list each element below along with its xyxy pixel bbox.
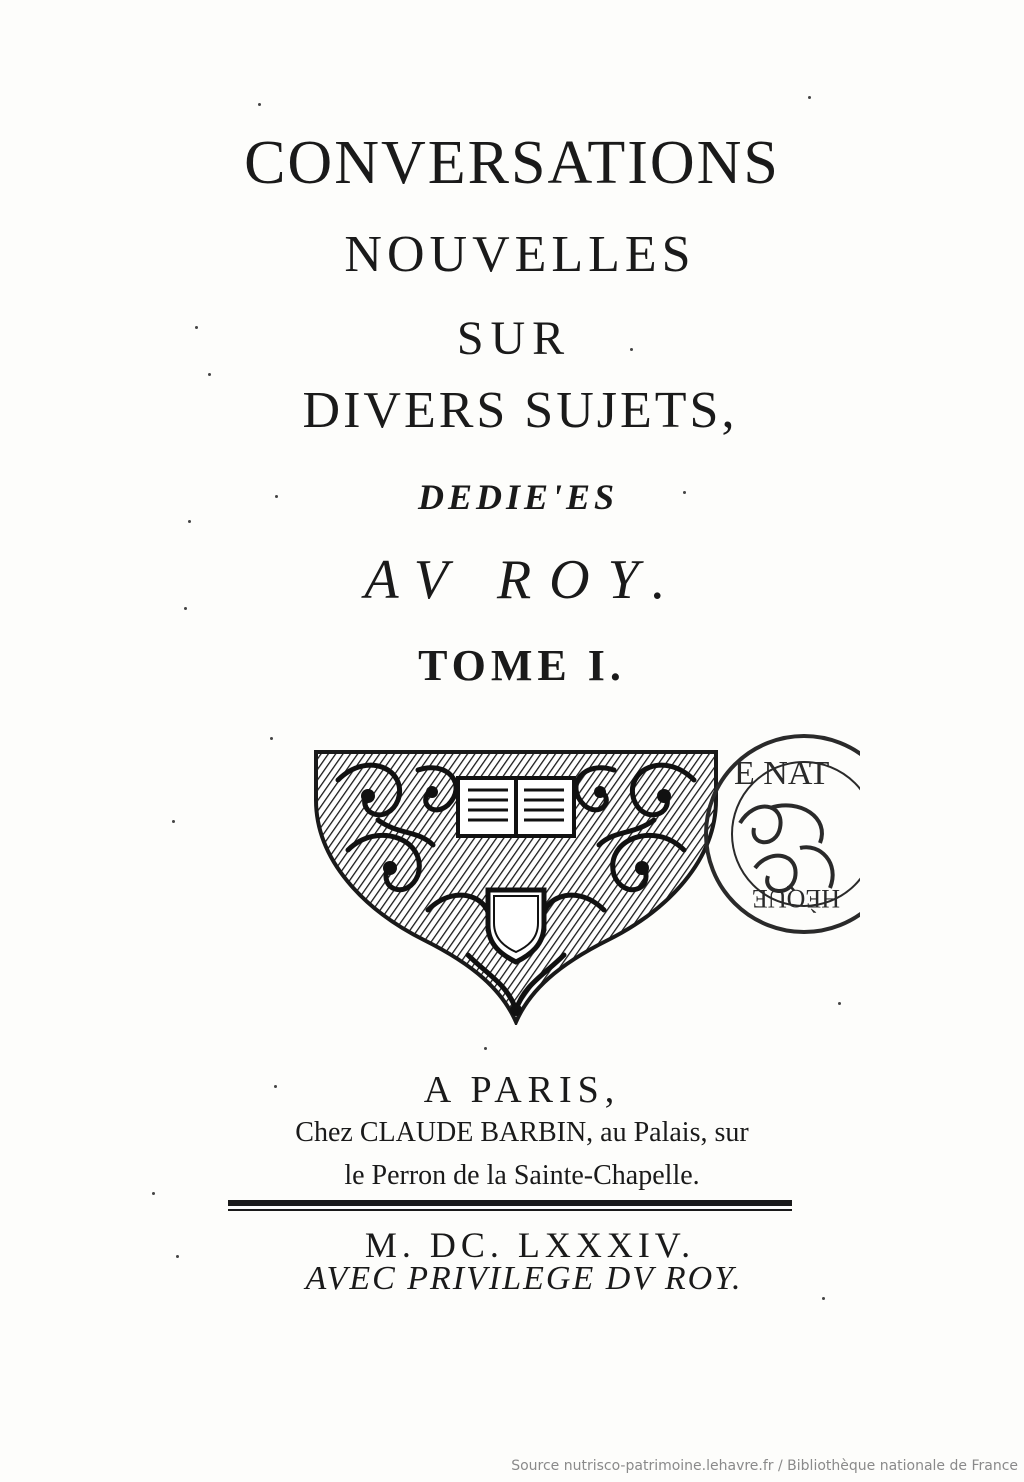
title-line-sur: SUR — [456, 312, 572, 365]
title-line-divers-sujets: DIVERS SUJETS, — [302, 382, 738, 439]
dedication-line-au-roy: AV ROY. — [364, 549, 684, 611]
dedication-line-dediees: DEDIE'ES — [417, 477, 619, 517]
imprint-date: M. DC. LXXXIV. — [364, 1225, 696, 1265]
library-stamp-image — [700, 728, 860, 940]
imprint-publisher-line-1: Chez CLAUDE BARBIN, au Palais, sur — [295, 1117, 749, 1148]
paper-speck — [838, 1002, 841, 1005]
title-line-nouvelles: NOUVELLES — [344, 226, 696, 283]
royal-privilege-line: AVEC PRIVILEGE DV ROY. — [305, 1260, 743, 1297]
imprint-publisher-line-2: le Perron de la Sainte-Chapelle. — [344, 1160, 700, 1191]
imprint-place: A PARIS, — [423, 1069, 621, 1111]
stamp-text-lower: HÈQUE — [751, 884, 840, 913]
title-line-conversations: CONVERSATIONS — [244, 129, 780, 197]
printers-ornament-image — [308, 740, 724, 1025]
paper-speck — [258, 103, 261, 106]
source-attribution: Source nutrisco-patrimoine.lehavre.fr / Bibliothèque nationale de France — [511, 1458, 1018, 1474]
stamp-text: E NAT — [734, 755, 830, 792]
paper-speck — [484, 1047, 487, 1050]
paper-speck — [152, 1192, 155, 1195]
paper-speck — [270, 737, 273, 740]
paper-speck — [172, 820, 175, 823]
paper-speck — [188, 520, 191, 523]
paper-speck — [208, 373, 211, 376]
typographic-rule — [228, 1200, 792, 1213]
volume-label: TOME I. — [418, 641, 626, 690]
paper-speck — [808, 96, 811, 99]
